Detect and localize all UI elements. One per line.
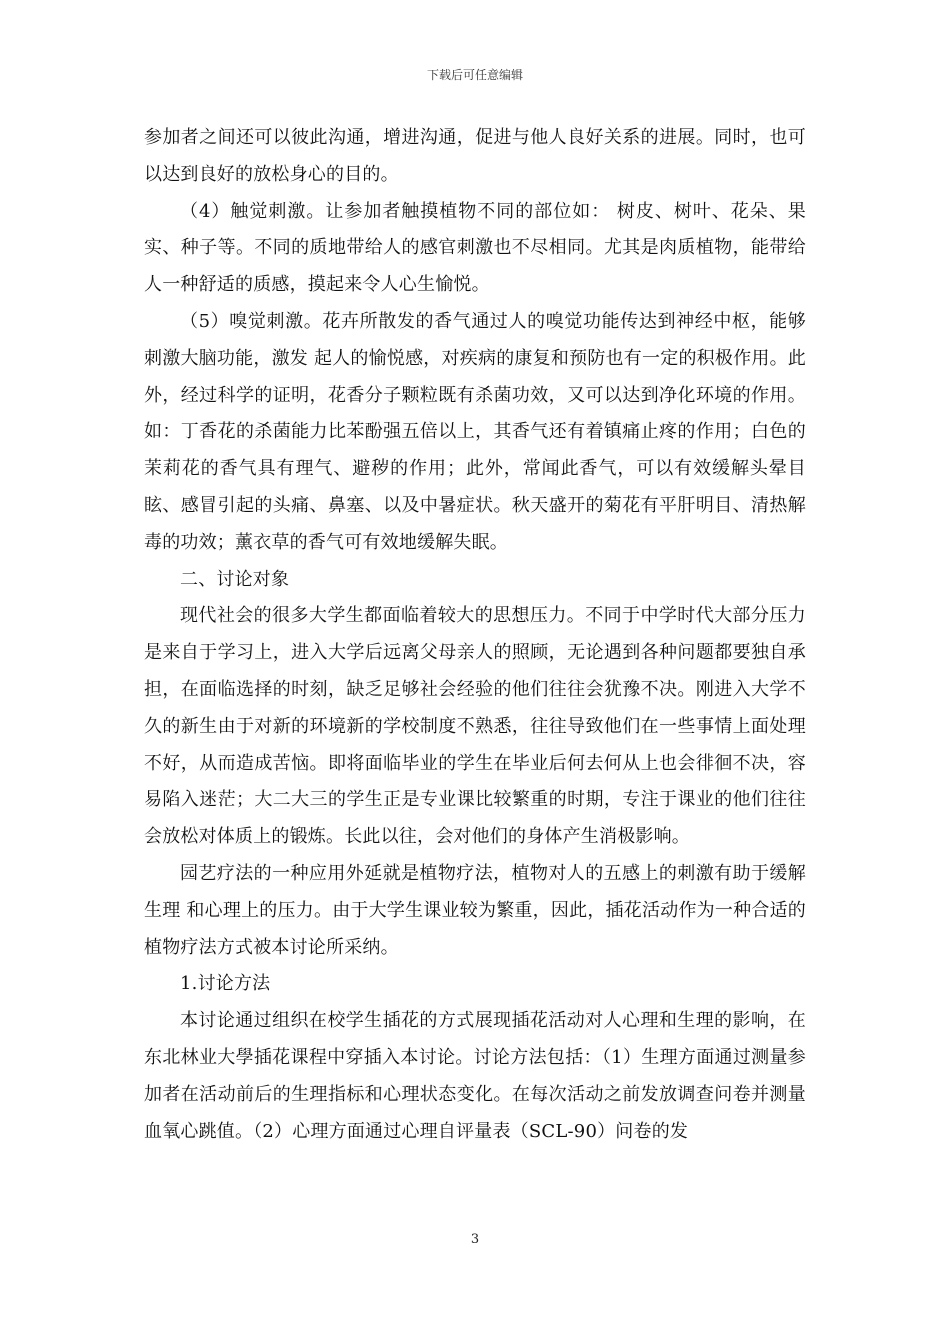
paragraph-continuation: 参加者之间还可以彼此沟通，增进沟通，促进与他人良好关系的进展。同时，也可以达到良好的放松身心的目的。 [144, 127, 806, 185]
section-heading-research-subjects: 二、讨论对象 [180, 568, 290, 590]
subsection-heading-research-methods: 1.讨论方法 [180, 973, 271, 995]
page-number: 3 [470, 1232, 480, 1247]
paragraph-tactile-stimulation: （4）触觉刺激。让参加者触摸植物不同的部位如： 树皮、树叶、花朵、果实、种子等。不同的质地带给人的感官刺激也不尽相同。尤其是肉质植物，能带给人一种舒适的质感，摸起来令人心生愉悦。 [144, 200, 806, 296]
document-body [144, 120, 806, 1150]
paragraph-methods-description: 本讨论通过组织在校学生插花的方式展现插花活动对人心理和生理的影响，在东北林业大學插花课程中穿插入本讨论。讨论方法包括：（1）生理方面通过测量参加者在活动前后的生理指标和心理状态变化。在每次活动之前发放调查问卷并测量血氧心跳值。（2）心理方面通过心理自评量表（SCL-90）问卷的发 [144, 1010, 806, 1142]
paragraph-plant-therapy: 园艺疗法的一种应用外延就是植物疗法，植物对人的五感上的刺激有助于缓解生理 和心理上的压力。由于大学生课业较为繁重，因此，插花活动作为一种合适的植物疗法方式被本讨论所采纳。 [144, 862, 806, 958]
paragraph-olfactory-stimulation: （5）嗅觉刺激。花卉所散发的香气通过人的嗅觉功能传达到神经中枢，能够刺激大脑功能，激发 起人的愉悦感，对疾病的康复和预防也有一定的积极作用。此外，经过科学的证明，花香分子颗粒既有杀菌功效，又可以达到净化环境的作用。如：丁香花的杀菌能力比苯酚强五倍以上，其香气还有着镇痛止疼的作用；白色的茉莉花的香气具有理气、避秽的作用；此外，常闻此香气，可以有效缓解头晕目眩、感冒引起的头痛、鼻塞、以及中暑症状。秋天盛开的菊花有平肝明目、清热解毒的功效；薰衣草的香气可有效地缓解失眠。 [144, 310, 806, 553]
paragraph-student-pressure: 现代社会的很多大学生都面临着较大的思想压力。不同于中学时代大部分压力是来自于学习上，进入大学后远离父母亲人的照顾，无论遇到各种问题都要独自承担，在面临选择的时刻，缺乏足够社会经验的他们往往会犹豫不决。刚进入大学不久的新生由于对新的环境新的学校制度不熟悉，往往导致他们在一些事情上面处理不好，从而造成苦恼。即将面临毕业的学生在毕业后何去何从上也会徘徊不决，容易陷入迷茫；大二大三的学生正是专业课比较繁重的时期，专注于课业的他们往往会放松对体质上的锻炼。长此以往，会对他们的身体产生消极影响。 [144, 605, 806, 848]
page-header: 下载后可任意编辑 [426, 68, 523, 82]
